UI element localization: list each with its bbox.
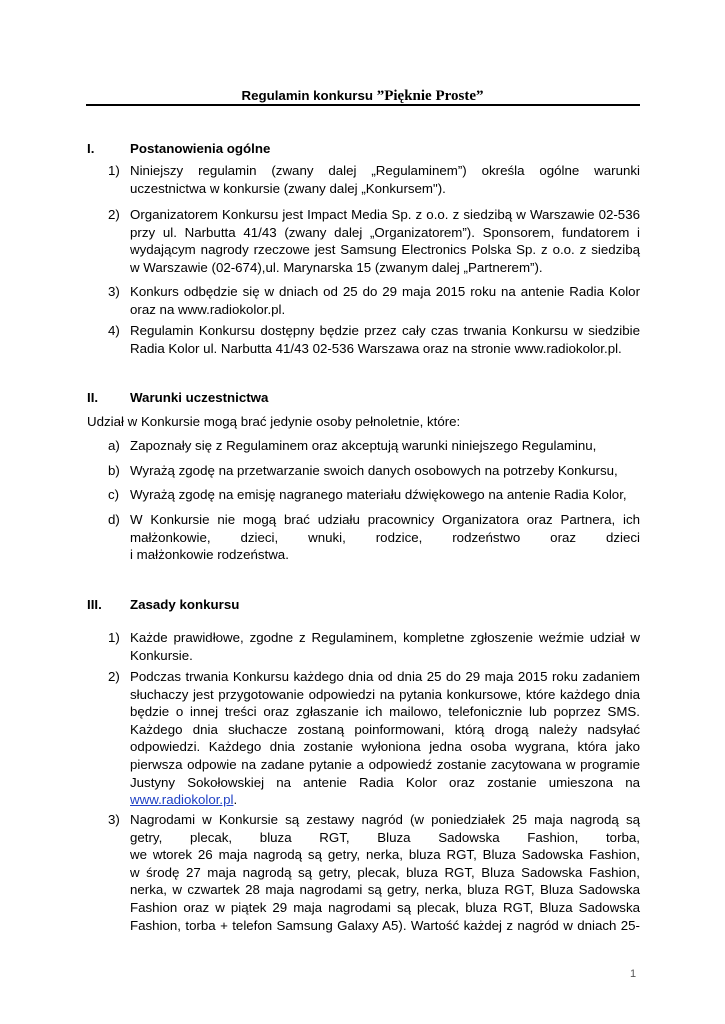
item-line: wydającym nagrody rzeczowe jest Samsung Electronics Polska Sp. z o.o. z siedzibą [130,242,640,258]
item-marker: 3) [108,284,120,299]
section-number: I. [87,141,95,156]
section-1-heading [87,141,270,156]
item-marker: d) [108,512,120,527]
item-marker: 1) [108,163,120,178]
item-line: uczestnictwa w konkursie (zwany dalej „Konkursem"). [130,180,446,196]
item-marker: a) [108,438,120,453]
item-line: Niniejszy regulamin (zwany dalej „Regulaminem”) określa ogólne warunki [130,163,640,178]
section-2-heading [87,390,268,405]
list-item [108,437,640,455]
item-line: Regulamin Konkursu dostępny będzie przez cały czas trwania Konkursu w siedzibie [130,323,640,338]
section-title: Warunki uczestnictwa [130,390,269,405]
item-marker: c) [108,487,120,502]
item-marker: 1) [108,630,120,645]
item-line: Nagrodami w Konkursie są zestawy nagród (w poniedziałek 25 maja nagrodą są [130,812,640,827]
item-line: pierwsza odpowie na zadane pytanie a odpowiedź zostanie zacytowana w programie [130,756,640,772]
list-item [108,322,640,357]
item-line: Organizatorem Konkursu jest Impact Media Sp. z o.o. z siedzibą w Warszawie 02-536 [130,207,640,222]
section-number: II. [87,390,99,405]
item-marker: b) [108,463,120,478]
item-line: Każdego dnia słuchacze zostaną poinformowani, którą drogą należy nadsyłać [130,721,640,737]
item-marker: 3) [108,812,120,827]
list-item [108,668,640,809]
item-line: W Konkursie nie mogą brać udziału pracownicy Organizatora oraz Partnera, ich [130,512,640,527]
item-line: odpowiedzi. Każdego dnia zostanie wyłoniona jedna osoba wygrana, która jako [130,739,640,755]
title-underline [86,104,640,106]
list-item [108,206,640,276]
item-line: we wtorek 26 maja nagrodą są getry, nerka, bluza RGT, Bluza Sadowska Fashion, [130,847,640,863]
item-line: i małżonkowie rodzeństwa. [130,547,289,563]
item-line: Podczas trwania Konkursu każdego dnia od dnia 25 do 29 maja 2015 roku zadaniem [130,669,640,684]
item-marker: 4) [108,323,120,338]
list-item [108,629,640,664]
item-line: będzie o innej treści oraz zgłaszanie ich mailowo, telefonicznie lub poprzez SMS. [130,704,640,720]
link-punctuation: . [233,792,238,808]
item-line: Fashion oraz w piątek 29 maja nagrodami są plecak, bluza RGT, Bluza Sadowska [130,899,640,915]
item-line: słuchaczy jest przygotowanie odpowiedzi na pytania konkursowe, które każdego dnia [130,686,640,702]
section-title: Zasady konkursu [130,597,240,612]
item-line: getry, plecak, bluza RGT, Bluza Sadowska Fashion, torba, [130,829,640,845]
section-3-heading [87,597,239,612]
item-marker: 2) [108,207,120,222]
list-item [108,486,640,504]
item-line: Wyrażą zgodę na emisję nagranego materiału dźwiękowego na antenie Radia Kolor, [130,487,627,502]
list-item [108,283,640,318]
title-contest-name: ”Pięknie Proste” [376,88,484,104]
list-item [108,811,640,934]
document-title: Regulamin konkursu ”Pięknie Proste” [241,88,484,104]
item-line: Każde prawidłowe, zgodne z Regulaminem, kompletne zgłoszenie weźmie udział w [130,630,640,645]
item-line: Konkursie. [130,647,193,663]
section-title: Postanowienia ogólne [130,141,271,156]
item-line: Wyrażą zgodę na przetwarzanie swoich danych osobowych na potrzeby Konkursu, [130,463,618,478]
item-line: Justyny Sokołowskiej na antenie Radia Kolor oraz zostanie umieszona na [130,774,640,790]
item-line: Konkurs odbędzie się w dniach od 25 do 29 maja 2015 roku na antenie Radia Kolor [130,284,640,299]
section-number: III. [87,597,102,612]
item-line: małżonkowie, dzieci, wnuki, rodzice, rodzeństwo oraz dzieci [130,529,640,545]
item-marker: 2) [108,669,120,684]
item-line: w środę 27 maja nagrodą są getry, plecak, bluza RGT, Bluza Sadowska Fashion, [130,864,640,880]
item-line: oraz na www.radiokolor.pl. [130,301,286,317]
list-item [108,511,640,564]
item-line: Radia Kolor ul. Narbutta 41/43 02-536 Warszawa oraz na stronie www.radiokolor.pl. [130,340,622,356]
page-number: 1 [630,968,637,980]
item-line: nerka, w czwartek 28 maja nagrodami są getry, nerka, bluza RGT, Bluza Sadowska [130,882,640,898]
radiokolor-link[interactable]: www.radiokolor.pl [130,792,234,808]
item-line: przy ul. Narbutta 41/43 (zwany dalej „Organizatorem”). Sponsorem, fundatorem i [130,224,640,240]
list-item [108,462,640,480]
item-line: Fashion, torba + telefon Samsung Galaxy A5). Wartość każdej z nagród w dniach 25- [130,917,640,933]
section-2-intro: Udział w Konkursie mogą brać jedynie osoby pełnoletnie, które: [87,414,461,429]
item-line: w Warszawie (02-674),ul. Marynarska 15 (zwanym dalej „Partnerem”). [130,259,543,275]
item-line: Zapoznały się z Regulaminem oraz akceptują warunki niniejszego Regulaminu, [130,438,597,453]
list-item [108,162,640,197]
